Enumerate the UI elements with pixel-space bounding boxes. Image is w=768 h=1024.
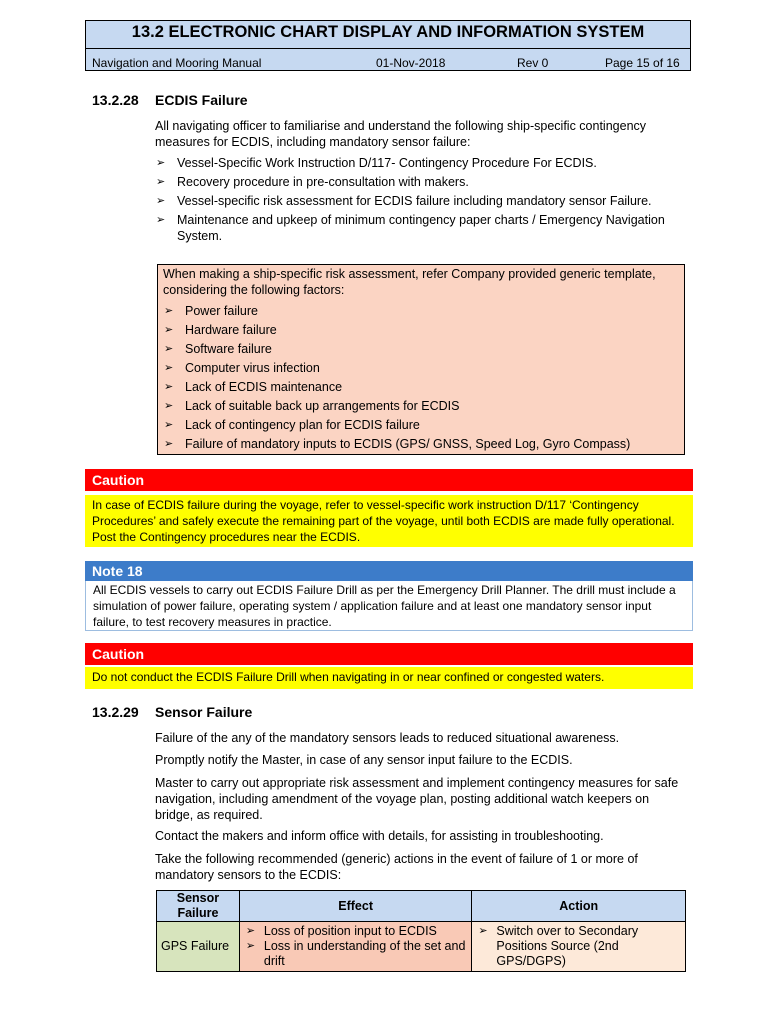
bullet-arrow-icon: ➢ (164, 362, 174, 374)
note-header: Note 18 (85, 561, 693, 581)
bullet-arrow-icon: ➢ (245, 940, 256, 952)
bullet-arrow-icon: ➢ (156, 176, 166, 188)
list-item: ➢ Lack of suitable back up arrangements for ECDIS (163, 397, 679, 416)
bullet-arrow-icon: ➢ (164, 381, 174, 393)
list-item: ➢ Vessel-specific risk assessment for ECDIS failure including mandatory sensor Failure. (156, 194, 652, 208)
list-item: ➢ Lack of contingency plan for ECDIS failure (163, 416, 679, 435)
issue-date: 01-Nov-2018 (376, 56, 446, 70)
bullet-arrow-icon: ➢ (156, 157, 166, 169)
section-title: Sensor Failure (155, 704, 253, 720)
sensor-cell: GPS Failure (157, 922, 240, 972)
list-item: ➢ Power failure (163, 302, 679, 321)
document-header (85, 20, 691, 71)
paragraph: Promptly notify the Master, in case of any sensor input failure to the ECDIS. (155, 753, 573, 767)
bullet-arrow-icon: ➢ (164, 324, 174, 336)
list-item: ➢ Vessel-Specific Work Instruction D/117- Contingency Procedure For ECDIS. (156, 156, 597, 170)
list-item: ➢ Switch over to Secondary Positions Source (2nd GPS/DGPS) (478, 924, 639, 968)
list-item: ➢ Failure of mandatory inputs to ECDIS (GPS/ GNSS, Speed Log, Gyro Compass) (163, 435, 679, 454)
paragraph: Master to carry out appropriate risk assessment and implement contingency measures for safe navigation, including amendment of the voyage plan, posting additional watch keepers on bridge, as required. (155, 776, 679, 822)
risk-box-intro: When making a ship-specific risk assessment, refer Company provided generic template, considering the following factors: (163, 267, 656, 297)
table-row (157, 922, 686, 972)
caution-header: Caution (85, 643, 693, 665)
list-item: ➢ Maintenance and upkeep of minimum contingency paper charts / Emergency Navigation System. (156, 213, 665, 243)
column-header: Effect (239, 891, 472, 922)
list-item: ➢ Loss in understanding of the set and drift (245, 939, 466, 968)
caution-text: Do not conduct the ECDIS Failure Drill when navigating in or near confined or congested waters. (85, 667, 693, 689)
list-item: ➢ Lack of ECDIS maintenance (163, 378, 679, 397)
bullet-arrow-icon: ➢ (156, 195, 166, 207)
effect-cell (239, 922, 472, 972)
list-item: ➢ Loss of position input to ECDIS (245, 924, 437, 938)
list-item: ➢ Hardware failure (163, 321, 679, 340)
revision: Rev 0 (517, 56, 549, 70)
bullet-arrow-icon: ➢ (164, 438, 174, 450)
contingency-measures-list (155, 155, 685, 247)
manual-name: Navigation and Mooring Manual (92, 56, 262, 70)
list-item: ➢ Software failure (163, 340, 679, 359)
bullet-arrow-icon: ➢ (156, 214, 166, 226)
paragraph: Contact the makers and inform office with details, for assisting in troubleshooting. (155, 829, 604, 843)
paragraph: Take the following recommended (generic) actions in the event of failure of 1 or more of mandatory sensors to the ECDIS: (155, 852, 638, 882)
column-header: Sensor Failure (157, 891, 240, 922)
column-header: Action (472, 891, 686, 922)
section-number: 13.2.29 (92, 704, 139, 720)
caution-header: Caution (85, 469, 693, 491)
section-intro: All navigating officer to familiarise and understand the following ship-specific contingency measures for ECDIS, including mandatory sensor failure: (155, 119, 647, 149)
bullet-arrow-icon: ➢ (164, 343, 174, 355)
note-text: All ECDIS vessels to carry out ECDIS Failure Drill as per the Emergency Drill Planner. The drill must include a simulation of power failure, operating system / application failure and at least one mandatory sensor input failure, to test recovery measures in practice. (85, 581, 693, 631)
action-cell (472, 922, 686, 972)
paragraph: Failure of the any of the mandatory sensors leads to reduced situational awareness. (155, 731, 620, 745)
bullet-arrow-icon: ➢ (478, 925, 488, 937)
risk-assessment-box (157, 264, 685, 455)
caution-text: In case of ECDIS failure during the voyage, refer to vessel-specific work instruction D/117 ‘Contingency Procedures’ and safely execute the remaining part of the voyage, until both ECDIS are made fully operational. Post the Contingency procedures near the ECDIS. (85, 495, 693, 547)
list-item: ➢ Computer virus infection (163, 359, 679, 378)
section-number: 13.2.28 (92, 92, 139, 108)
table-header-row (157, 891, 686, 922)
list-item: ➢ Recovery procedure in pre-consultation with makers. (156, 175, 469, 189)
page-number: Page 15 of 16 (605, 56, 680, 70)
risk-factors-list (163, 302, 679, 454)
bullet-arrow-icon: ➢ (164, 305, 174, 317)
chapter-title: 13.2 ELECTRONIC CHART DISPLAY AND INFORMATION SYSTEM (131, 23, 645, 41)
bullet-arrow-icon: ➢ (245, 925, 256, 937)
bullet-arrow-icon: ➢ (164, 419, 174, 431)
sensor-failure-table (156, 890, 686, 972)
header-info-row (86, 48, 690, 72)
bullet-arrow-icon: ➢ (164, 400, 174, 412)
section-title: ECDIS Failure (155, 92, 248, 108)
